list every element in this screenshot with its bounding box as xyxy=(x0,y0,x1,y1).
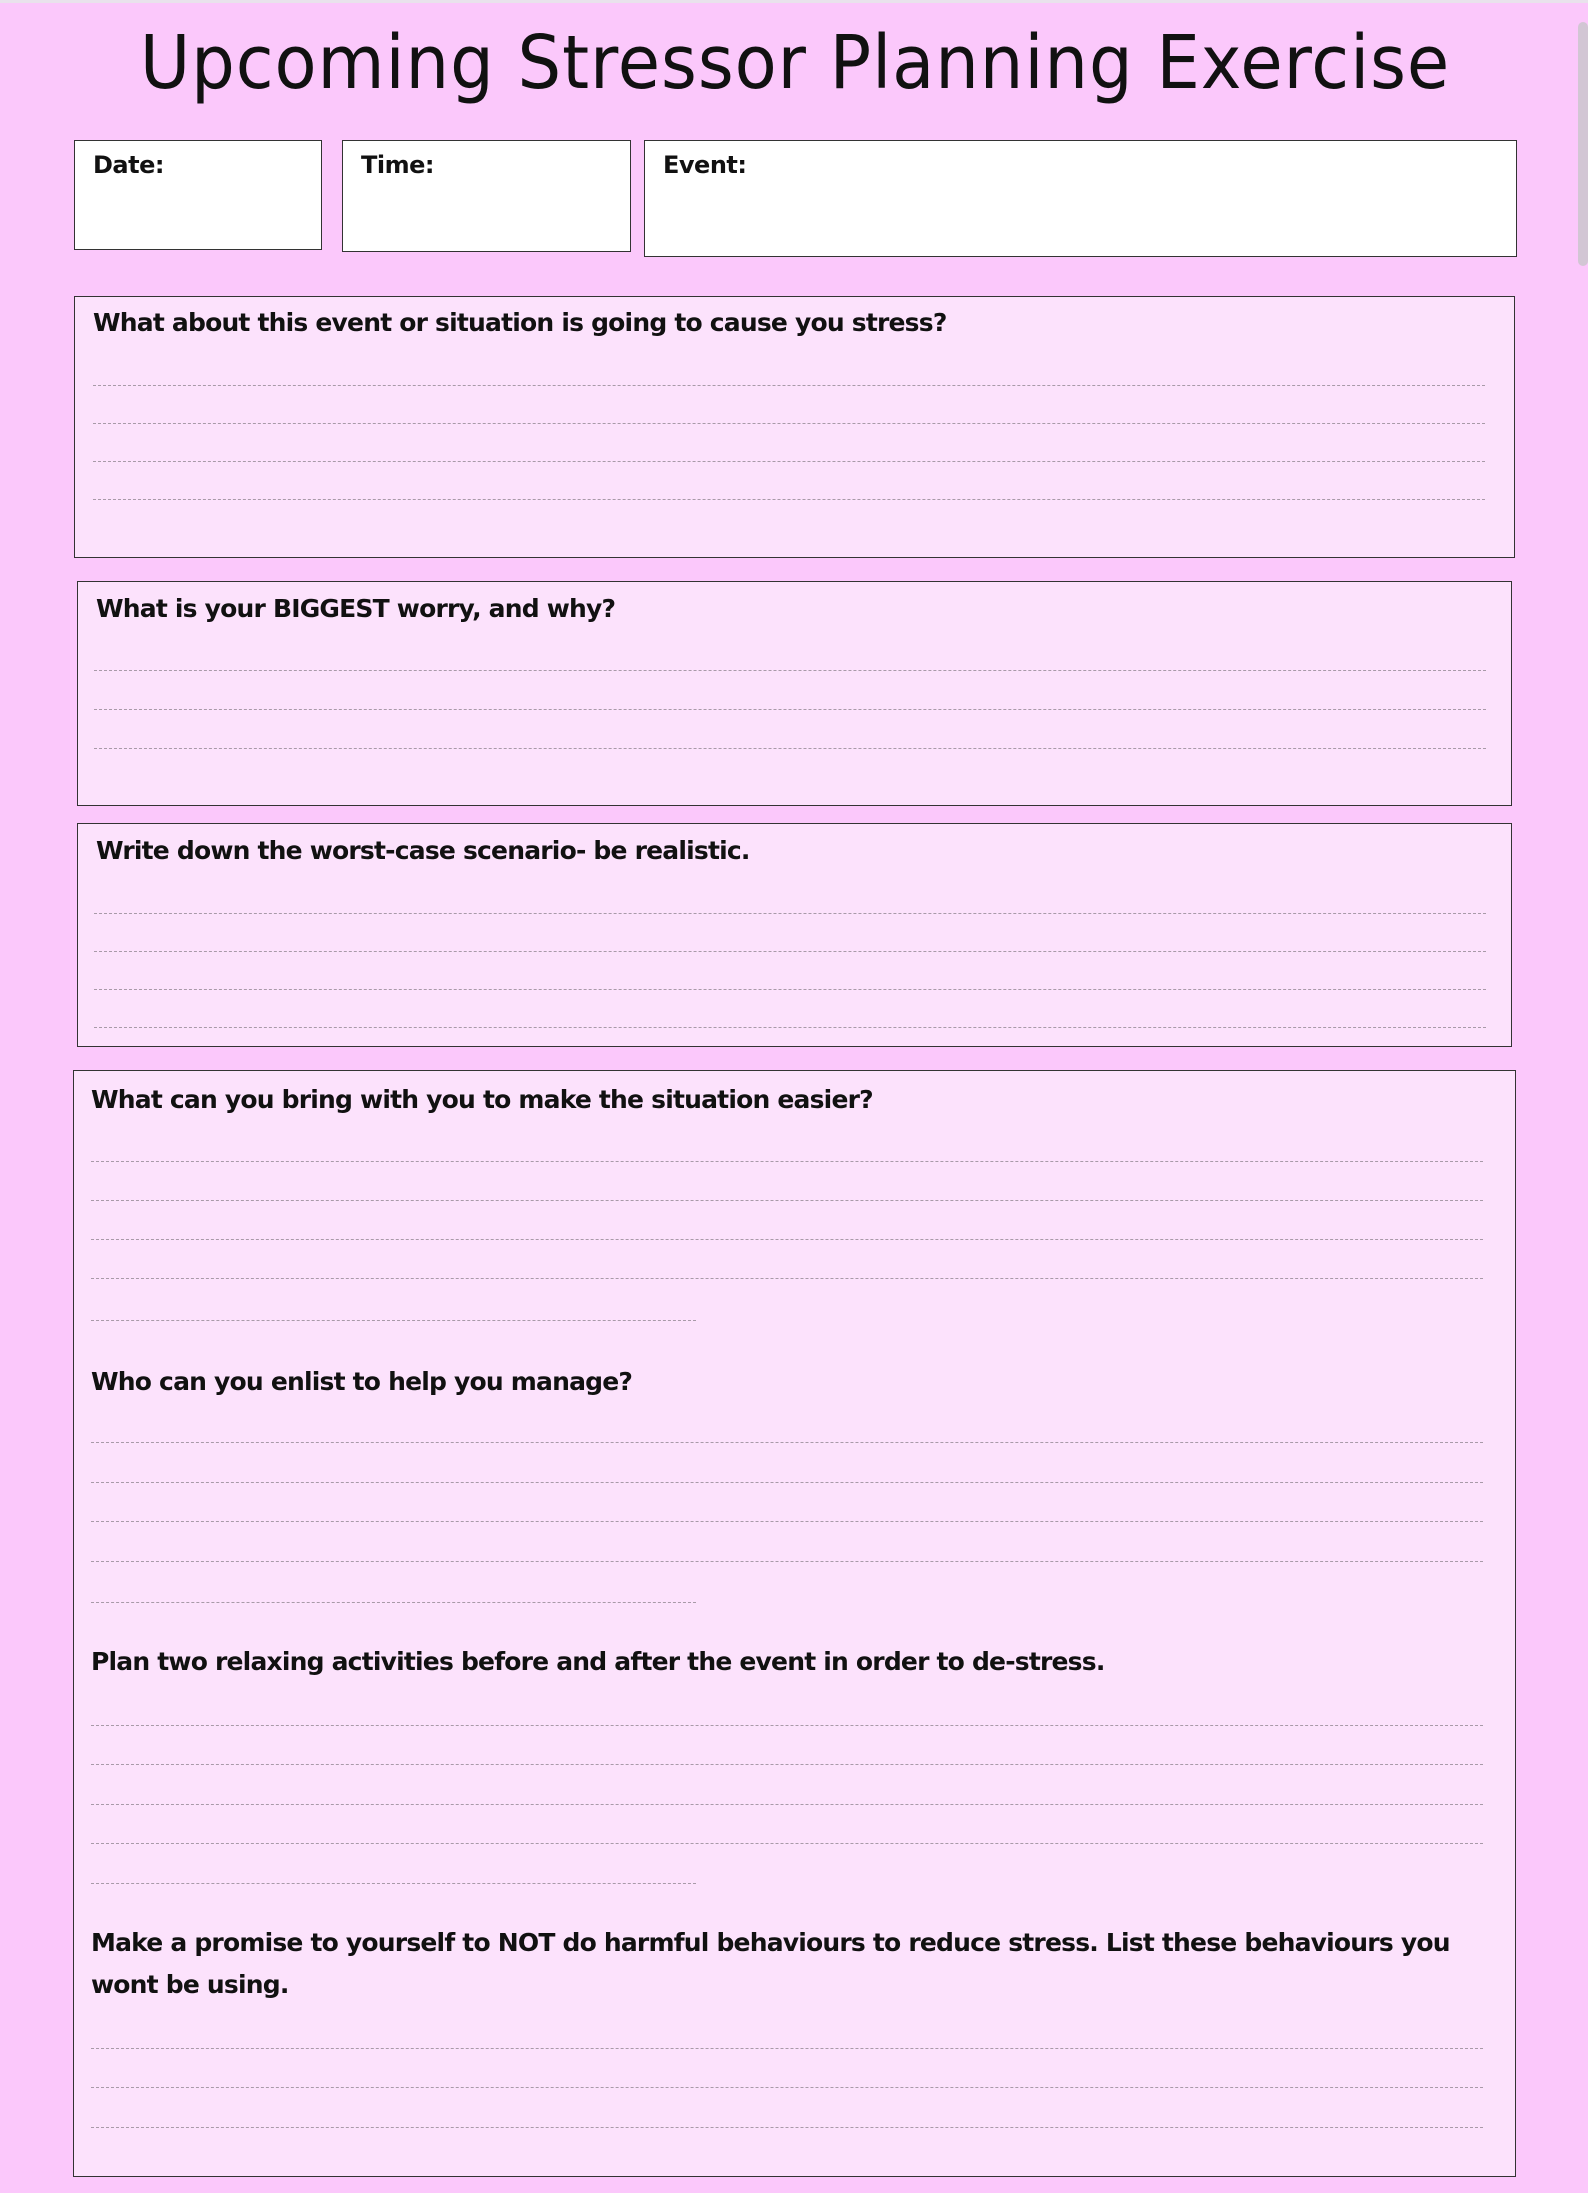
writing-line[interactable] xyxy=(91,1521,1483,1522)
page-title: Upcoming Stressor Planning Exercise xyxy=(139,20,1451,106)
biggest-worry-section xyxy=(77,581,1512,806)
date-label: Date: xyxy=(93,151,164,179)
writing-line[interactable] xyxy=(94,951,1486,952)
writing-line[interactable] xyxy=(94,748,1486,749)
event-field[interactable] xyxy=(644,140,1517,257)
writing-line[interactable] xyxy=(91,2048,1483,2049)
planning-section xyxy=(73,1070,1516,2177)
writing-line[interactable] xyxy=(91,1482,1483,1483)
biggest-worry-question: What is your BIGGEST worry, and why? xyxy=(96,594,616,623)
scrollbar-thumb[interactable] xyxy=(1578,22,1588,266)
writing-line[interactable] xyxy=(93,461,1485,462)
writing-line[interactable] xyxy=(91,1278,1483,1279)
stress-cause-section xyxy=(74,296,1515,558)
bring-items-question: What can you bring with you to make the situation easier? xyxy=(91,1085,873,1114)
worst-case-section xyxy=(77,823,1512,1047)
relaxing-activities-question: Plan two relaxing activities before and after the event in order to de-stress. xyxy=(91,1647,1105,1676)
writing-line[interactable] xyxy=(93,385,1485,386)
writing-line[interactable] xyxy=(91,2087,1483,2088)
date-field[interactable] xyxy=(74,140,322,250)
stress-cause-question: What about this event or situation is going to cause you stress? xyxy=(93,308,947,337)
writing-line[interactable] xyxy=(91,1161,1483,1162)
time-field[interactable] xyxy=(342,140,631,252)
worst-case-question: Write down the worst-case scenario- be realistic. xyxy=(96,836,750,865)
time-label: Time: xyxy=(361,151,434,179)
writing-line[interactable] xyxy=(94,670,1486,671)
writing-line[interactable] xyxy=(91,1442,1483,1443)
writing-line[interactable] xyxy=(91,1561,1483,1562)
writing-line[interactable] xyxy=(91,1804,1483,1805)
writing-line[interactable] xyxy=(94,913,1486,914)
harmful-behaviours-question: Make a promise to yourself to NOT do harmful behaviours to reduce stress. List these behaviours you wont be using. xyxy=(91,1928,1450,1999)
writing-line[interactable] xyxy=(94,709,1486,710)
writing-line[interactable] xyxy=(93,423,1485,424)
writing-line[interactable] xyxy=(91,1883,696,1884)
writing-line[interactable] xyxy=(91,2127,1483,2128)
writing-line[interactable] xyxy=(91,1725,1483,1726)
writing-line[interactable] xyxy=(94,1027,1486,1028)
writing-line[interactable] xyxy=(91,1239,1483,1240)
window-top-edge xyxy=(0,0,1588,3)
writing-line[interactable] xyxy=(91,1320,696,1321)
writing-line[interactable] xyxy=(91,1602,696,1603)
writing-line[interactable] xyxy=(93,499,1485,500)
enlist-help-question: Who can you enlist to help you manage? xyxy=(91,1367,633,1396)
writing-line[interactable] xyxy=(91,1843,1483,1844)
writing-line[interactable] xyxy=(91,1200,1483,1201)
event-label: Event: xyxy=(663,151,747,179)
writing-line[interactable] xyxy=(94,989,1486,990)
writing-line[interactable] xyxy=(91,1764,1483,1765)
